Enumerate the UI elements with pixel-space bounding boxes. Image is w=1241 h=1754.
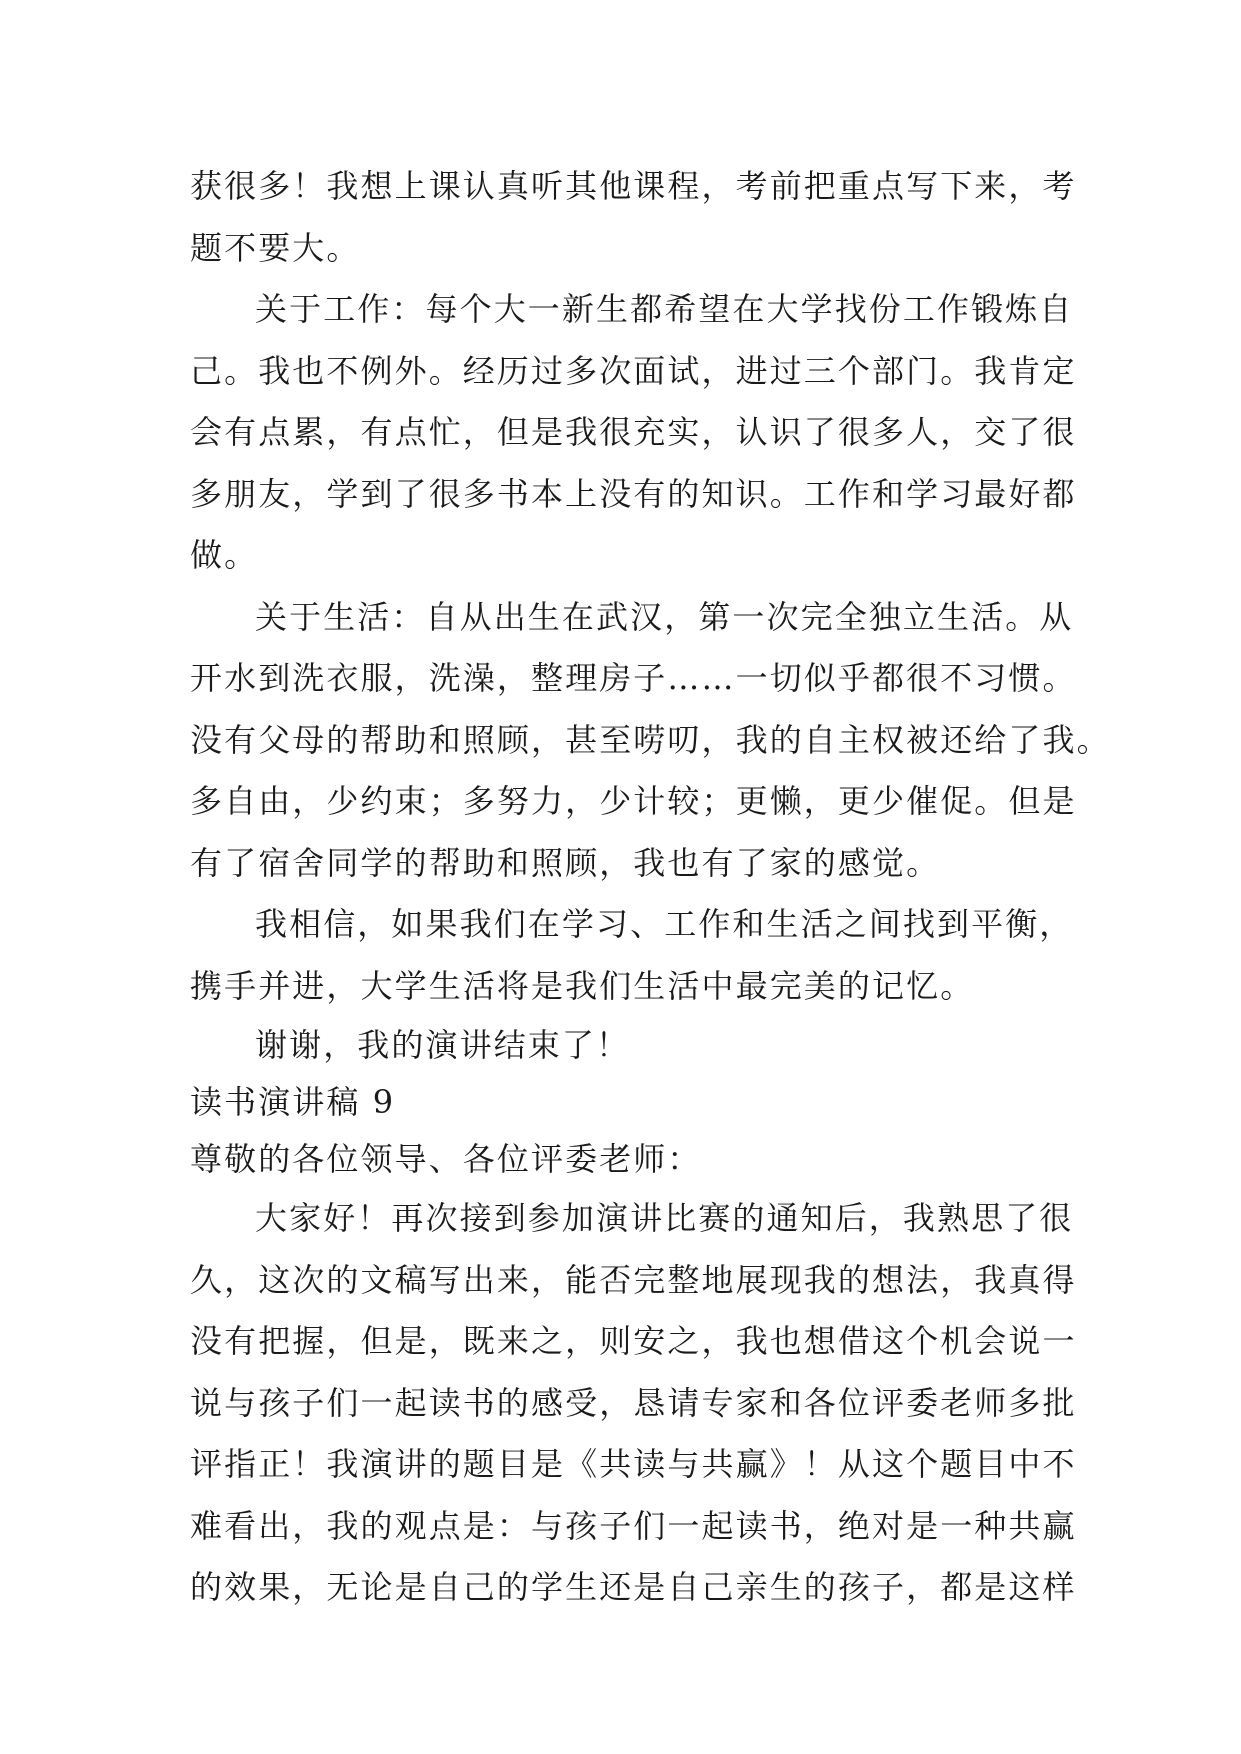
text-line: 获很多！我想上课认真听其他课程，考前把重点写下来，考 [190, 167, 1077, 205]
body-text [190, 156, 1111, 1619]
salutation-line: 尊敬的各位领导、各位评委老师： [190, 1140, 702, 1178]
text-line: 说与孩子们一起读书的感受，恳请专家和各位评委老师多批 [190, 1383, 1077, 1422]
text-line: 题不要大。 [190, 228, 361, 267]
text-line: 没有把握，但是，既来之，则安之，我也想借这个机会说一 [190, 1322, 1077, 1360]
text-line: 做。 [190, 536, 259, 574]
text-line: 己。我也不例外。经历过多次面试，进过三个部门。我肯定 [190, 351, 1077, 390]
paragraph-start-line: 关于生活：自从出生在武汉，第一次完全独立生活。从 [255, 597, 1074, 636]
text-line: 的效果，无论是自己的学生还是自己亲生的孩子，都是这样 [190, 1568, 1077, 1606]
paragraph-start-line: 大家好！再次接到参加演讲比赛的通知后，我熟思了很 [255, 1199, 1074, 1237]
text-line: 开水到洗衣服，洗澡，整理房子……一切似乎都很不习惯。 [190, 659, 1077, 697]
paragraph-start-line: 我相信，如果我们在学习、工作和生活之间找到平衡， [255, 905, 1074, 943]
text-line: 多自由，少约束；多努力，少计较；更懒，更少催促。但是 [190, 782, 1077, 820]
text-line: 有了宿舍同学的帮助和照顾，我也有了家的感觉。 [190, 843, 941, 882]
text-line: 久，这次的文稿写出来，能否完整地展现我的想法，我真得 [190, 1260, 1077, 1299]
section-heading: 读书演讲稿 9 [190, 1083, 396, 1121]
closing-line: 谢谢，我的演讲结束了！ [255, 1026, 631, 1064]
text-line: 多朋友，学到了很多书本上没有的知识。工作和学习最好都 [190, 474, 1077, 513]
text-line: 没有父母的帮助和照顾，甚至唠叨，我的自主权被还给了我。 [190, 720, 1111, 759]
text-line: 携手并进，大学生活将是我们生活中最完美的记忆。 [190, 966, 975, 1005]
text-line: 难看出，我的观点是：与孩子们一起读书，绝对是一种共赢 [190, 1506, 1077, 1545]
text-line: 评指正！我演讲的题目是《共读与共赢》！从这个题目中不 [190, 1445, 1077, 1483]
text-line: 会有点累，有点忙，但是我很充实，认识了很多人，交了很 [190, 413, 1077, 451]
paragraph-start-line: 关于工作：每个大一新生都希望在大学找份工作锻炼自 [255, 290, 1074, 328]
